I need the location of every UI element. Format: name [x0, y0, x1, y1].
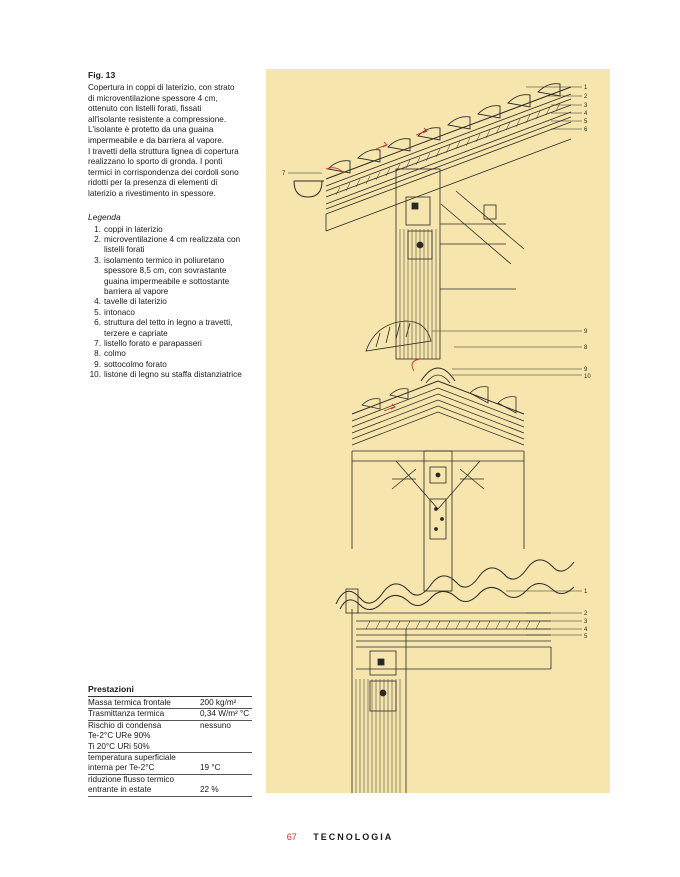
- callout-2: 2: [584, 94, 588, 100]
- legend-number: 5.: [94, 307, 101, 317]
- ridge-sub: [426, 375, 450, 383]
- legend-number: 10.: [89, 370, 101, 380]
- gutter: [294, 181, 324, 197]
- performance-row: [88, 775, 252, 797]
- legend-text: struttura del tetto in legno a travetti,: [104, 318, 233, 328]
- desc-line: realizzano lo sporto di gronda. I ponti: [88, 157, 223, 167]
- page-footer: [0, 832, 680, 842]
- callout-g4: 4: [584, 627, 588, 633]
- callout-9b: 9: [584, 367, 588, 373]
- callout-9a: 9: [584, 329, 588, 335]
- performance-value: 200 kg/m²: [200, 698, 237, 707]
- callout-4: 4: [584, 111, 588, 117]
- performance-row: [88, 709, 252, 720]
- callout-g3: 3: [584, 619, 588, 625]
- ventilation-arrows: [326, 128, 427, 173]
- legend-text: terzere e capriate: [104, 328, 168, 338]
- callout-g2: 2: [584, 611, 588, 617]
- legend-text: spessore 8,5 cm, con sovrastante: [104, 266, 227, 276]
- callout-3: 3: [584, 103, 588, 109]
- legend-text: listone di legno su staffa distanziatrice: [104, 370, 242, 380]
- ridge-vent-piece: [366, 321, 431, 351]
- technical-drawing: [266, 69, 610, 793]
- legend-title: Legenda: [88, 211, 121, 222]
- legend-text: intonaco: [104, 307, 135, 317]
- performance-label: [88, 775, 200, 796]
- figure-description: [88, 83, 258, 200]
- legend-list: [88, 225, 258, 381]
- performance-label-line: Ti 20°C URi 50%: [88, 741, 150, 751]
- eaves-detail: [288, 84, 582, 359]
- legend-number: 7.: [94, 339, 101, 348]
- performance-row: [88, 753, 252, 775]
- legend-text: listello forato e parapasseri: [104, 339, 202, 348]
- legend-item: [88, 297, 258, 307]
- performance-label: [88, 753, 200, 774]
- desc-line: all'isolante resistente a compressione.: [88, 114, 227, 124]
- legend-text: sottocolmo forato: [104, 359, 167, 369]
- performance-label: Massa termica frontale: [88, 698, 171, 707]
- legend-item: [88, 318, 258, 339]
- legend-number: 2.: [94, 234, 101, 244]
- figure-title: Fig. 13: [88, 70, 116, 80]
- legend-item: [88, 308, 258, 318]
- desc-line: impermeabile e da barriera al vapore.: [88, 135, 225, 145]
- legend-item: [88, 370, 258, 380]
- performance-value: 19 °C: [200, 763, 221, 773]
- desc-line: di microventilazione spessore 4 cm,: [88, 93, 218, 103]
- gable-beam: [356, 647, 551, 669]
- gable-detail: [336, 560, 582, 793]
- brace: [441, 191, 524, 264]
- desc-line: termici in corrispondenza dei cordoli sono: [88, 167, 239, 177]
- callout-8: 8: [584, 345, 588, 351]
- ridge-cap: [421, 368, 455, 381]
- legend-text: tavelle di laterizio: [104, 297, 167, 307]
- legend-number: 4.: [94, 297, 101, 307]
- caption-column: [88, 70, 258, 381]
- callout-10: 10: [584, 374, 591, 380]
- legend-item: [88, 360, 258, 370]
- horizontal-beams: [440, 224, 516, 289]
- wave-tiles: [336, 560, 574, 610]
- desc-line: ottenuto con listelli forati, fissati: [88, 104, 202, 114]
- legend-number: 8.: [94, 349, 101, 359]
- wall-section: [396, 169, 440, 359]
- performance-row: [88, 698, 252, 709]
- callout-7: 7: [282, 171, 286, 177]
- performance-table: [88, 684, 252, 797]
- callout-6: 6: [584, 127, 588, 133]
- callout-g5: 5: [584, 634, 588, 640]
- legend-number: 3.: [94, 255, 101, 265]
- legend-number: 6.: [94, 318, 101, 328]
- legend-item: [88, 235, 258, 256]
- legend-item: [88, 256, 258, 298]
- performance-row: [88, 721, 252, 753]
- performance-label: Trasmittanza termica: [88, 709, 165, 719]
- performance-label-line: entrante in estate: [88, 785, 152, 795]
- desc-line: I travetti della struttura lignea di copertura: [88, 146, 239, 156]
- performance-label-line: Te-2°C URe 90%: [88, 731, 151, 741]
- ridge-callout-leaders: [432, 331, 582, 375]
- performance-value: nessuno: [200, 720, 231, 730]
- legend-item: [88, 339, 258, 349]
- desc-line: L'isolante è protetto da una guaina: [88, 125, 214, 135]
- legend-text: guaina impermeabile e sottostante: [104, 276, 230, 286]
- legend-text: isolamento termico in poliuretano: [104, 255, 225, 265]
- legend-number: 1.: [94, 224, 101, 234]
- ridge-layers: [352, 381, 524, 445]
- desc-line: laterizio a rivestimento in spessore.: [88, 188, 216, 198]
- legend-item: [88, 225, 258, 235]
- performance-label-line: interna per Te-2°C: [88, 763, 155, 773]
- page-number: 67: [286, 832, 297, 842]
- ridge-detail: [352, 321, 582, 591]
- gable-wall: [346, 589, 406, 793]
- roof-detail-drawing: [266, 69, 610, 793]
- gable-insulation: [366, 621, 540, 629]
- gable-layers: [356, 613, 551, 641]
- section-name: TECNOLOGIA: [313, 832, 394, 842]
- callout-5: 5: [584, 119, 588, 125]
- performance-value: 0,34 W/m² °C: [200, 709, 250, 719]
- desc-line: Copertura in coppi di laterizio, con strato: [88, 83, 235, 92]
- callout-g1: 1: [584, 589, 588, 595]
- performance-label-line: riduzione flusso termico: [88, 774, 175, 784]
- legend-text: listelli forati: [104, 245, 145, 255]
- callout-1: 1: [584, 85, 588, 91]
- rafter: [326, 122, 571, 231]
- performance-label-line: Rischio di condensa: [88, 720, 162, 730]
- legend-text: microventilazione 4 cm realizzata con: [104, 234, 241, 244]
- legend-text: colmo: [104, 349, 126, 359]
- performance-value: 22 %: [200, 785, 219, 795]
- legend-item: [88, 349, 258, 359]
- legend-text: coppi in laterizio: [104, 224, 163, 234]
- performance-title: Prestazioni: [88, 684, 252, 697]
- legend-text: barriera al vapore: [104, 286, 169, 296]
- desc-line: ridotti per la presenza di elementi di: [88, 178, 218, 188]
- legend-number: 9.: [94, 359, 101, 369]
- performance-label: [88, 721, 200, 752]
- insulation-hatch: [336, 103, 560, 195]
- performance-label-line: temperatura superficiale: [88, 753, 176, 763]
